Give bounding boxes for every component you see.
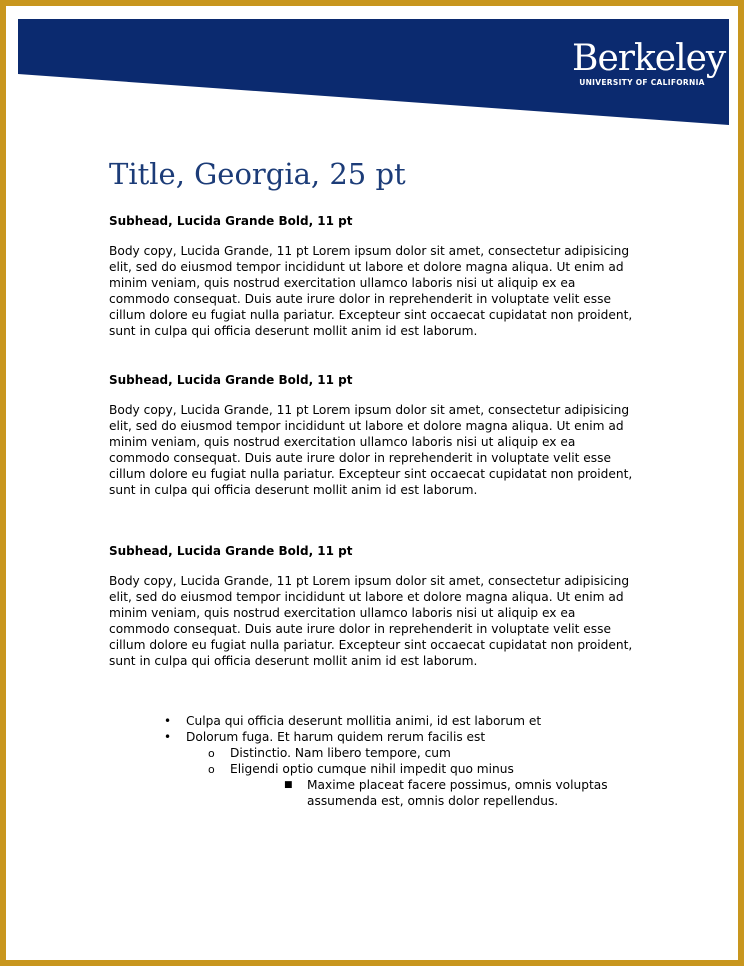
square-bullet-marker: ■ — [284, 779, 293, 790]
list-item-text: Maxime placeat facere possimus, omnis voluptas assumenda est, omnis dolor repellendus. — [307, 777, 608, 808]
list-item-text: Eligendi optio cumque nihil impedit quo minus — [230, 761, 514, 776]
bullet-marker: • — [164, 729, 172, 744]
list-item-text: Distinctio. Nam libero tempore, cum — [230, 745, 451, 760]
section-3-subhead: Subhead, Lucida Grande Bold, 11 pt — [109, 544, 353, 558]
list-item — [109, 730, 639, 746]
section-2-subhead: Subhead, Lucida Grande Bold, 11 pt — [109, 373, 353, 387]
list-item-nested — [109, 746, 639, 762]
list-item-nested — [109, 762, 639, 778]
list-item-nested-deep — [109, 778, 637, 810]
logo-wordmark: Berkeley — [572, 38, 726, 79]
document-content — [109, 156, 639, 808]
list-item-text: Dolorum fuga. Et harum quidem rerum facilis est — [186, 729, 486, 744]
section-2-body: Body copy, Lucida Grande, 11 pt Lorem ipsum dolor sit amet, consectetur adipisicing elit, sed do eiusmod tempor incididunt ut labore et dolore magna aliqua. Ut enim ad minim veniam, quis nostrud exercitation ullamco laboris nisi ut aliquip ex ea commodo consequat. Duis aute irure dolor in reprehenderit in voluptate velit esse cillum dolore eu fugiat nulla pariatur. Excepteur sint occaecat cupidatat non proident, sunt in culpa qui officia deserunt mollit anim id est laborum. — [109, 403, 633, 497]
logo-subtitle: UNIVERSITY OF CALIFORNIA — [579, 78, 705, 87]
section-1-body: Body copy, Lucida Grande, 11 pt Lorem ipsum dolor sit amet, consectetur adipisicing elit, sed do eiusmod tempor incididunt ut labore et dolore magna aliqua. Ut enim ad minim veniam, quis nostrud exercitation ullamco laboris nisi ut aliquip ex ea commodo consequat. Duis aute irure dolor in reprehenderit in voluptate velit esse cillum dolore eu fugiat nulla pariatur. Excepteur sint occaecat cupidatat non proident, sunt in culpa qui officia deserunt mollit anim id est laborum. — [109, 244, 633, 338]
section-3-body: Body copy, Lucida Grande, 11 pt Lorem ipsum dolor sit amet, consectetur adipisicing elit, sed do eiusmod tempor incididunt ut labore et dolore magna aliqua. Ut enim ad minim veniam, quis nostrud exercitation ullamco laboris nisi ut aliquip ex ea commodo consequat. Duis aute irure dolor in reprehenderit in voluptate velit esse cillum dolore eu fugiat nulla pariatur. Excepteur sint occaecat cupidatat non proident, sunt in culpa qui officia deserunt mollit anim id est laborum. — [109, 574, 633, 668]
section-1-subhead: Subhead, Lucida Grande Bold, 11 pt — [109, 214, 353, 228]
list-item-text: Culpa qui officia deserunt mollitia animi, id est laborum et — [186, 714, 542, 728]
circle-bullet-marker: o — [208, 762, 215, 776]
bullet-marker: • — [164, 714, 172, 728]
document-page — [6, 6, 738, 960]
berkeley-logo — [572, 38, 726, 87]
circle-bullet-marker: o — [208, 746, 215, 760]
bullet-list — [109, 714, 639, 809]
page-title: Title, Georgia, 25 pt — [109, 157, 406, 191]
list-item — [109, 714, 639, 730]
